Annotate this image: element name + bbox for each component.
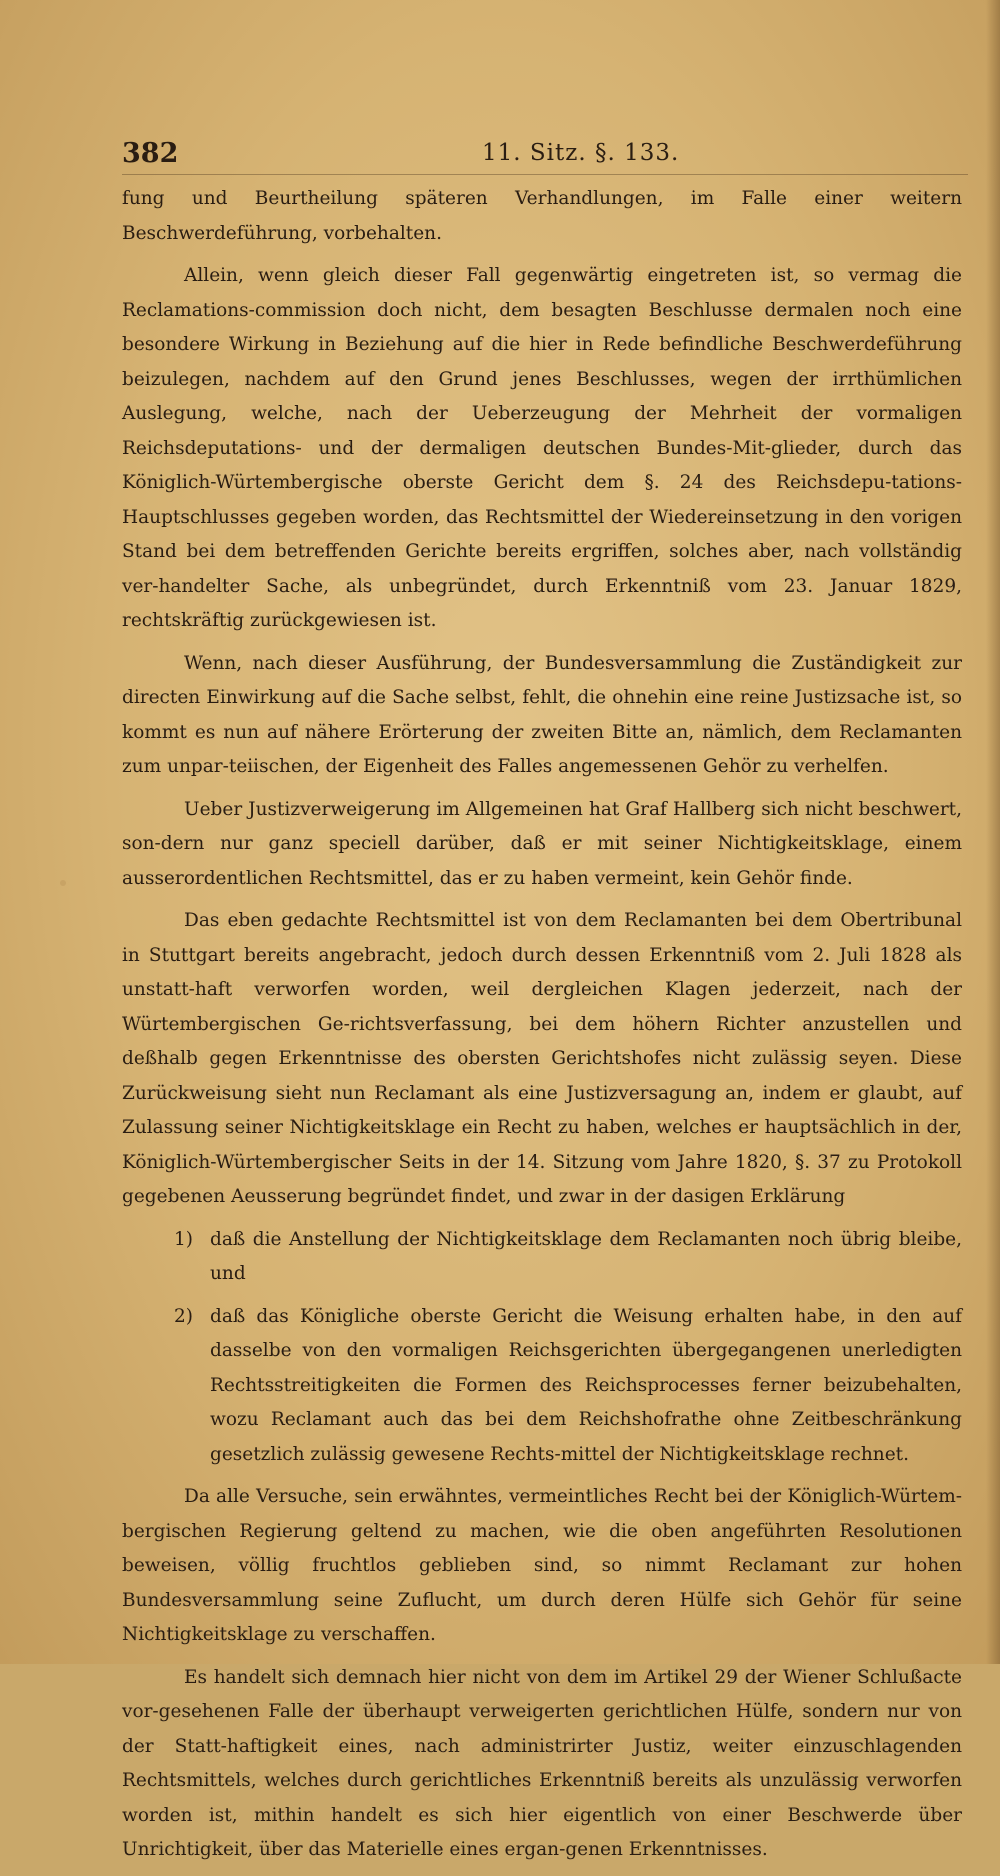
paragraph: fung und Beurtheilung späteren Verhandlungen, im Falle einer weitern Beschwerdeführung, vorbehalten. (122, 188, 962, 244)
list-item (122, 1223, 962, 1292)
paragraph: Allein, wenn gleich dieser Fall gegenwärtig eingetreten ist, so vermag die Reclamations-commission doch nicht, dem besagten Beschlusse dermalen noch eine besondere Wirkung in Beziehung auf die hier in Rede befindliche Beschwerdeführung beizulegen, nachdem auf den Grund jenes Beschlusses, wegen der irrthümlichen Auslegung, welche, nach der Ueberzeugung der Mehrheit der vormaligen Reichsdeputations- und der dermaligen deutschen Bundes-Mit-glieder, durch das Königlich-Würtembergische oberste Gericht dem §. 24 des Reichsdepu-tations-Hauptschlusses gegeben worden, das Rechtsmittel der Wiedereinsetzung in den vorigen Stand bei dem betreffenden Gerichte bereits ergriffen, solches aber, nach vollständig ver-handelter Sache, als unbegründet, durch Erkenntniß vom 23. Januar 1829, rechtskräftig zurückgewiesen ist. (122, 265, 962, 631)
paragraph: Ueber Justizverweigerung im Allgemeinen hat Graf Hallberg sich nicht beschwert, son-dern nur ganz speciell darüber, daß er mit seiner Nichtigkeitsklage, einem ausserordentlichen Rechtsmittel, das er zu haben vermeint, kein Gehör finde. (122, 798, 962, 889)
list-number: 2) (174, 1305, 193, 1327)
list-item (122, 1300, 962, 1473)
page-header (122, 138, 968, 175)
body-text (122, 182, 962, 1876)
paragraph: Wenn, nach dieser Ausführung, der Bundesversammlung die Zuständigkeit zur directen Einwirkung auf die Sache selbst, fehlt, die ohnehin eine reine Justizsache ist, so kommt es nun auf nähere Erörterung der zweiten Bitte an, nämlich, dem Reclamanten zum unpar-teiischen, der Eigenheit des Falles angemessenen Gehör zu verhelfen. (122, 652, 962, 777)
list-number: 1) (174, 1228, 193, 1250)
paragraph: Da alle Versuche, sein erwähntes, vermeintliches Recht bei der Königlich-Würtem-bergischen Regierung geltend zu machen, wie die oben angeführten Resolutionen beweisen, völlig fruchtlos geblieben sind, so nimmt Reclamant zur hohen Bundesversammlung seine Zuflucht, um durch deren Hülfe sich Gehör für seine Nichtigkeitsklage zu verschaffen. (122, 1486, 962, 1645)
paragraph: Das eben gedachte Rechtsmittel ist von dem Reclamanten bei dem Obertribunal in Stuttgart bereits angebracht, jedoch durch dessen Erkenntniß vom 2. Juli 1828 als unstatt-haft verworfen worden, weil dergleichen Klagen jederzeit, nach der Würtembergischen Ge-richtsverfassung, bei dem höhern Richter anzustellen und deßhalb gegen Erkenntnisse des obersten Gerichtshofes nicht zulässig seyen. Diese Zurückweisung sieht nun Reclamant als eine Justizversagung an, indem er glaubt, auf Zulassung seiner Nichtigkeitsklage ein Recht zu haben, welches er hauptsächlich in der, Königlich-Würtembergischer Seits in der 14. Sitzung vom Jahre 1820, §. 37 zu Protokoll gegebenen Aeusserung begründet findet, und zwar in der dasigen Erklärung (122, 910, 962, 1207)
paper-spot (60, 880, 66, 886)
running-head: 11. Sitz. §. 133. (482, 140, 680, 166)
list-item-text: daß die Anstellung der Nichtigkeitsklage dem Reclamanten noch übrig bleibe, und (210, 1228, 962, 1284)
page-number: 382 (122, 138, 179, 169)
paragraph: Es handelt sich demnach hier nicht von dem im Artikel 29 der Wiener Schlußacte vor-gesehenen Falle der überhaupt verweigerten gerichtlichen Hülfe, sondern nur von der Statt-haftigkeit eines, nach administrirter Justiz, weiter einzuschlagenden Rechtsmittels, welches durch gerichtliches Erkenntniß bereits als unzulässig verworfen worden ist, mithin handelt es sich hier eigentlich von einer Beschwerde über Unrichtigkeit, über das Materielle eines ergan-genen Erkenntnisses. (122, 1666, 962, 1860)
list-item-text: daß das Königliche oberste Gericht die Weisung erhalten habe, in den auf dasselbe von den vormaligen Reichsgerichten übergegangenen unerledigten Rechtsstreitigkeiten die Formen des Reichsprocesses ferner beizubehalten, wozu Reclamant auch das bei dem Reichshofrathe ohne Zeitbeschränkung gesetzlich zulässig gewesene Rechts-mittel der Nichtigkeitsklage rechnet. (210, 1305, 962, 1465)
numbered-list (122, 1223, 962, 1473)
